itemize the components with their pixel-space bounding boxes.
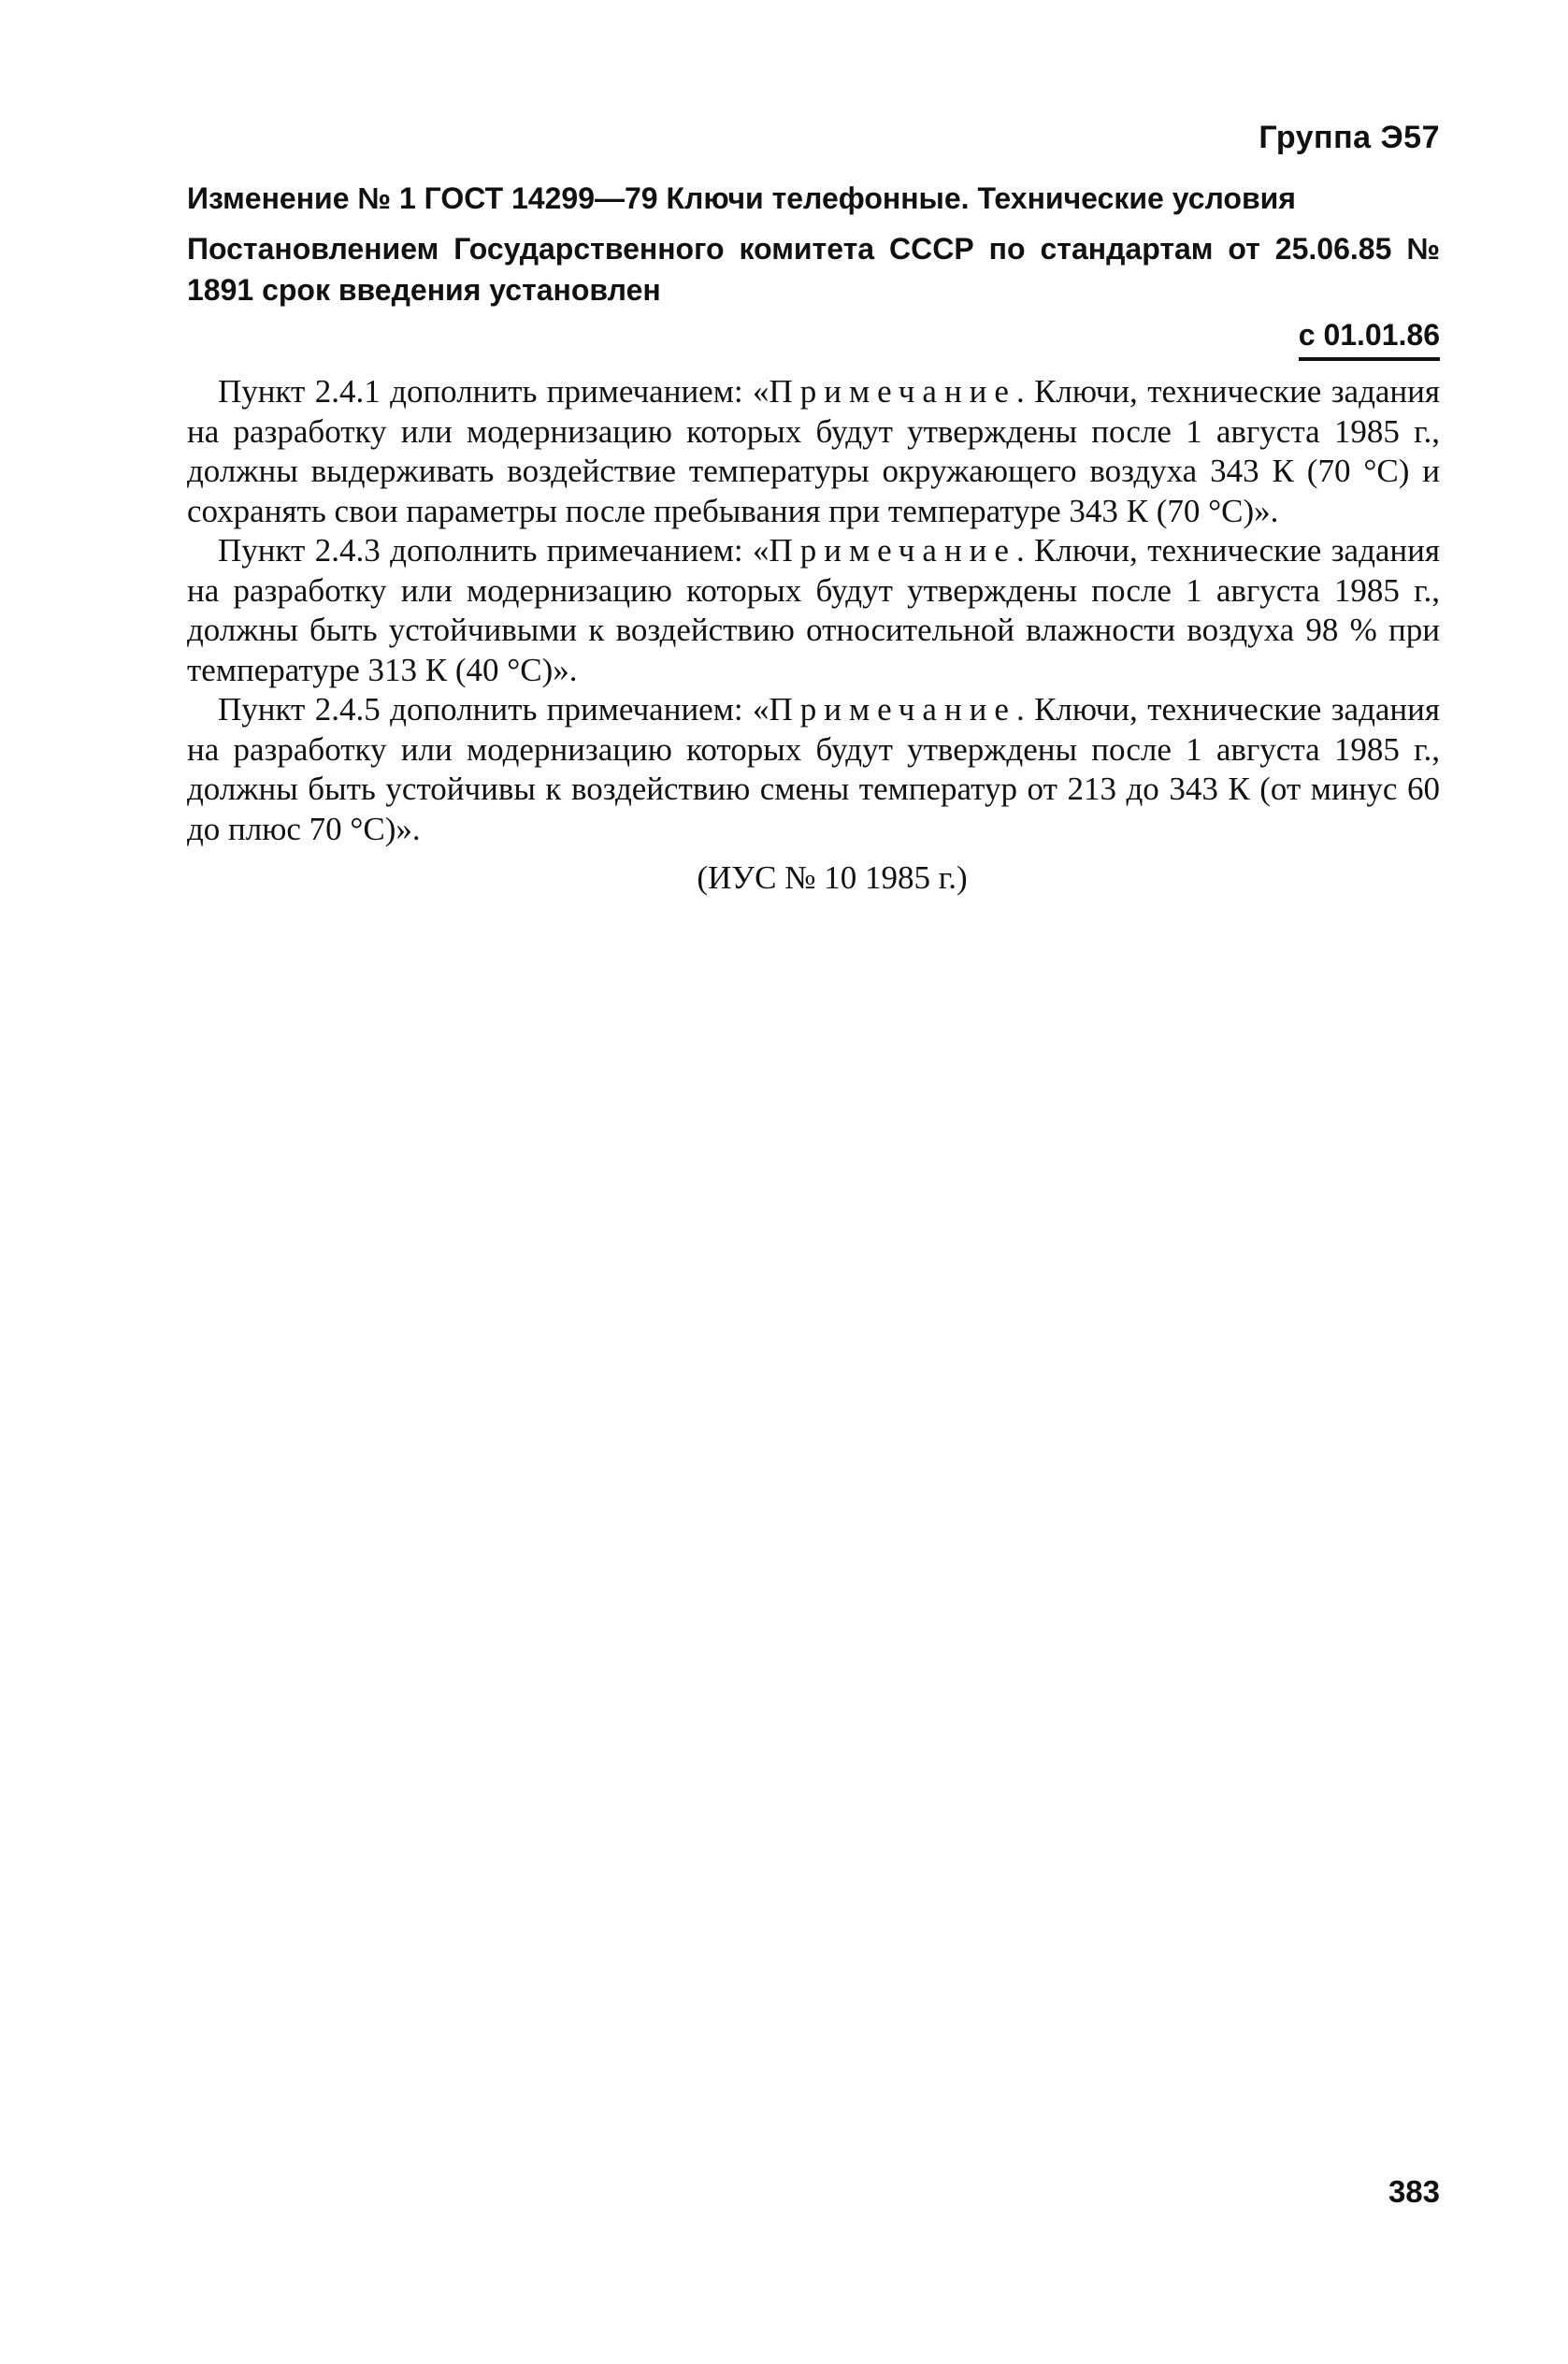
amendment-header xyxy=(187,178,1440,361)
paragraph-text: . Ключи, технические задания на разработку или модернизацию которых будут утверждены после 1 августа 1985 г., должны выдерживать воздействие температуры окружающего воздуха 343 К (70 °С) и сохранять свои параметры после пребывания при температуре 343 К (70 °С)». xyxy=(187,373,1440,529)
amendment-title: Изменение № 1 ГОСТ 14299—79 Ключи телефонные. Технические условия xyxy=(187,181,1296,215)
note-word: Примечание xyxy=(769,532,1016,569)
amendment-body xyxy=(187,372,1440,899)
note-word: Примечание xyxy=(769,373,1016,410)
effective-date-row xyxy=(187,314,1440,361)
paragraph-2-4-5 xyxy=(187,690,1440,849)
page-number: 383 xyxy=(1388,2174,1440,2209)
paragraph-lead: Пункт 2.4.3 дополнить примечанием: « xyxy=(218,532,770,569)
source-reference: (ИУС № 10 1985 г.) xyxy=(697,859,968,896)
paragraph-text: . Ключи, технические задания на разработку или модернизацию которых будут утверждены после 1 августа 1985 г., должны быть устойчивы к воздействию смены температур от 213 до 343 К (от минус 60 до плюс 70 °С)». xyxy=(187,691,1440,847)
paragraph-2-4-3 xyxy=(187,531,1440,690)
paragraph-text: . Ключи, технические задания на разработку или модернизацию которых будут утверждены после 1 августа 1985 г., должны быть устойчивыми к воздействию относительной влажности воздуха 98 % при температуре 313 К (40 °С)». xyxy=(187,532,1440,688)
effective-date: с 01.01.86 xyxy=(1299,314,1440,361)
resolution-text: Постановлением Государственного комитета СССР по стандартам от 25.06.85 № 1891 срок введения установлен xyxy=(187,232,1440,307)
note-word: Примечание xyxy=(769,691,1016,728)
paragraph-2-4-1 xyxy=(187,372,1440,531)
paragraph-lead: Пункт 2.4.1 дополнить примечанием: « xyxy=(218,373,770,410)
paragraph-lead: Пункт 2.4.5 дополнить примечанием: « xyxy=(218,691,770,728)
group-label: Группа Э57 xyxy=(1259,120,1440,155)
